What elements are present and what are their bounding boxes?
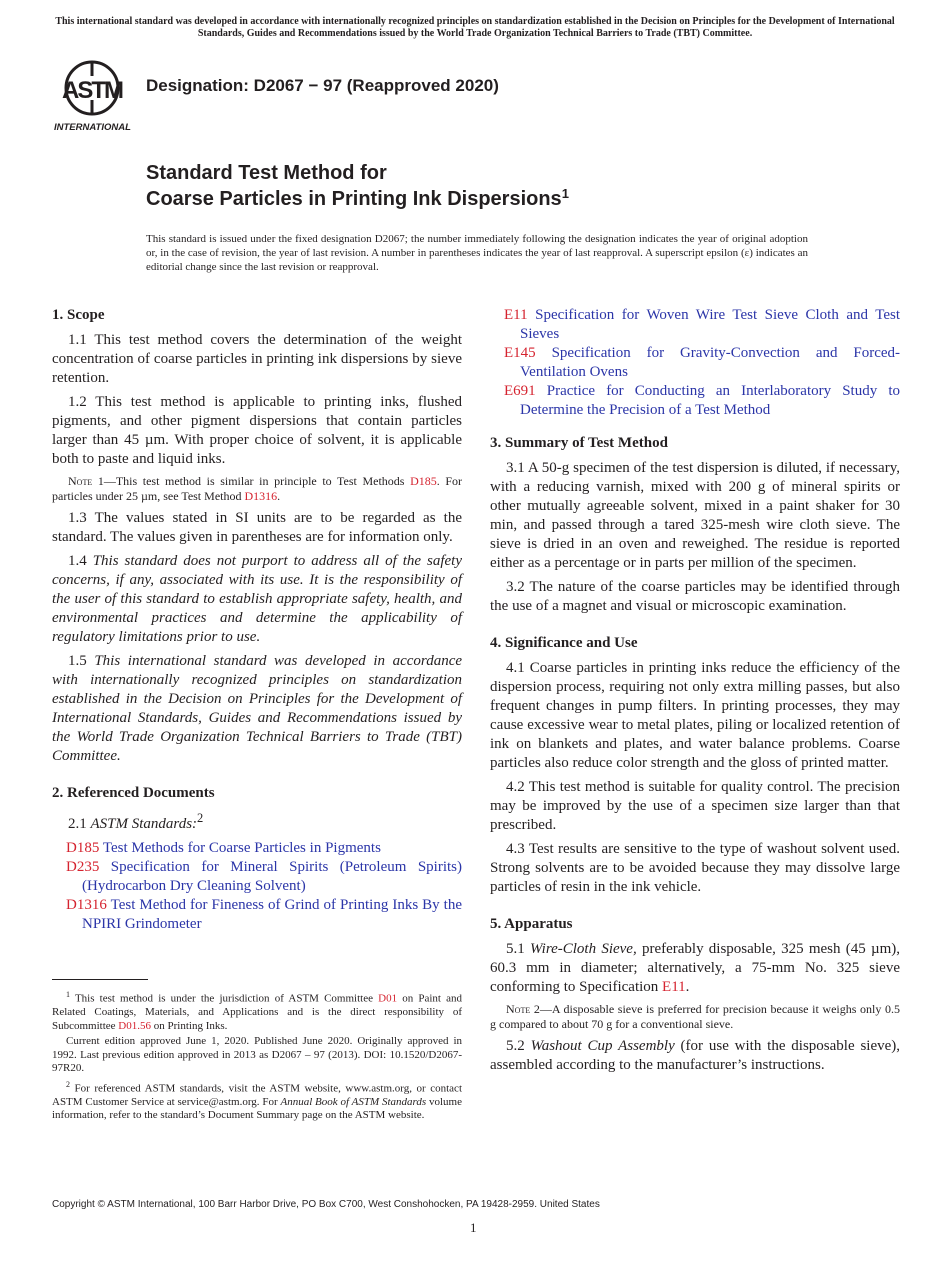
- link-d01-56[interactable]: D01.56: [118, 1019, 151, 1032]
- link-d01[interactable]: D01: [378, 992, 398, 1005]
- paragraph-3-1: 3.1 A 50-g specimen of the test dispersion is diluted, if necessary, with a reducing varnish, mixed with 200 g of mineral spirits or other mutually agreeable solvent, mixed in a paint shaker for 30 min, and passed through a tared 325-mesh wire cloth sieve. The sieve is dried in an oven and reweighed. The residue is reported either as a percentage or in parts per million of the specimen.: [490, 460, 900, 571]
- link-d1316[interactable]: D1316: [244, 489, 278, 503]
- ref-d235[interactable]: D235 Specification for Mineral Spirits (Petroleum Spirits) (Hydrocarbon Dry Cleaning Solvent): [66, 859, 462, 894]
- section-heading: 1. Scope: [52, 307, 105, 323]
- paragraph-1-5: 1.5 This international standard was developed in accordance with internationally recognized principles on standardization established in the Decision on Principles for the Development of International Standards, Guides and Recommendations issued by the World Trade Organization Technical Barriers to Trade (TBT) Committee.: [52, 653, 463, 764]
- referenced-documents-continued: [490, 306, 900, 420]
- ref-e691[interactable]: E691 Practice for Conducting an Interlaboratory Study to Determine the Precision of a Test Method: [504, 383, 900, 418]
- paragraph-4-1: 4.1 Coarse particles in printing inks reduce the efficiency of the dispersion process, requiring not only extra milling passes, but also frequent changes in pump filters. In printing processes, they may cause excessive wear to metal plates, piling or localized retention of ink on blankets and plates, and water balance problems. Coarse particles also reduce color strength and the gloss of printed matter.: [490, 660, 900, 771]
- paragraph-1-1: 1.1 This test method covers the determination of the weight concentration of coarse particles in printing ink dispersions by sieve retention.: [52, 332, 462, 386]
- paragraph-4-2: 4.2 This test method is suitable for quality control. The precision may be improved by the use of a specimen size larger than that prescribed.: [490, 779, 900, 833]
- astm-international-logo: [52, 58, 136, 134]
- paragraph-4-3: 4.3 Test results are sensitive to the type of washout solvent used. Strong solvents are to be avoided because they may dissolve large particles of resin in the ink vehicle.: [490, 841, 900, 895]
- section-scope: [52, 306, 462, 766]
- title-line-1: Standard Test Method for: [146, 162, 387, 184]
- tbt-banner: This international standard was developed in accordance with internationally recognized principles on standardization established in the Decision on Principles for the Development of International Standards, Guides and Recommendations issued by the World Trade Organization Technical Barriers to Trade (TBT) Committee.: [55, 16, 895, 39]
- footnotes: [52, 988, 462, 1125]
- title-footnote-mark[interactable]: 1: [561, 186, 569, 201]
- right-column: [490, 306, 900, 1093]
- section-apparatus: [490, 915, 900, 1075]
- title-line-2: Coarse Particles in Printing Ink Dispersions$^1$: [146, 186, 569, 210]
- issuance-notice: This standard is issued under the fixed designation D2067; the number immediately following the designation indicates the year of original adoption or, in the case of revision, the year of last revision. A number in parentheses indicates the year of last reapproval. A superscript epsilon (ε) indicates an editorial change since the last revision or reapproval.: [146, 233, 808, 273]
- paragraph-1-4: 1.4 This standard does not purport to address all of the safety concerns, if any, associated with its use. It is the responsibility of the user of this standard to establish appropriate safety, health, and environmental practices and determine the applicability of regulatory limitations prior to use.: [52, 553, 463, 645]
- section-heading: 3. Summary of Test Method: [490, 435, 668, 451]
- paragraph-3-2: 3.2 The nature of the coarse particles may be identified through the use of a magnet and visual or microscopic examination.: [490, 579, 900, 614]
- section-significance: [490, 634, 900, 897]
- designation: Designation: D2067 − 97 (Reapproved 2020): [146, 76, 499, 95]
- footnote-divider: [52, 979, 148, 980]
- ref-e11[interactable]: E11 Specification for Woven Wire Test Sieve Cloth and Test Sieves: [504, 307, 900, 342]
- section-heading: 2. Referenced Documents: [52, 785, 215, 801]
- ref-d185[interactable]: D185 Test Methods for Coarse Particles in Pigments: [66, 840, 381, 856]
- ref-e145[interactable]: E145 Specification for Gravity-Convection and Forced-Ventilation Ovens: [504, 345, 901, 380]
- note-2: Note 2—A disposable sieve is preferred for precision because it weighs only 0.5 g compared to about 70 g for a conventional sieve.: [490, 1002, 901, 1031]
- svg-text:INTERNATIONAL: INTERNATIONAL: [54, 122, 131, 133]
- paragraph-1-3: 1.3 The values stated in SI units are to be regarded as the standard. The values given in parentheses are for information only.: [52, 510, 462, 545]
- paragraph-5-2: 5.2 Washout Cup Assembly (for use with the disposable sieve), assembled according to the manufacturer’s instructions.: [490, 1038, 901, 1073]
- copyright-line: Copyright © ASTM International, 100 Barr Harbor Drive, PO Box C700, West Conshohocken, PA 19428-2959. United States: [52, 1199, 600, 1210]
- footnote-1-edition: Current edition approved June 1, 2020. Published June 2020. Originally approved in 1992. Last previous edition approved in 2013 as D2067 – 97 (2013). DOI: 10.1520/D2067-97R20.: [52, 1035, 462, 1075]
- paragraph-2-1: 2.1 ASTM Standards:$^2$: [68, 811, 204, 832]
- section-referenced-documents: [52, 784, 462, 934]
- link-d185[interactable]: D185: [410, 474, 437, 488]
- ref-d1316[interactable]: D1316 Test Method for Fineness of Grind of Printing Inks By the NPIRI Grindometer: [66, 897, 462, 932]
- svg-text:ASTM: ASTM: [62, 77, 122, 104]
- left-column: [52, 306, 462, 952]
- section-heading: 5. Apparatus: [490, 916, 573, 932]
- section-heading: 4. Significance and Use: [490, 635, 638, 651]
- paragraph-1-2: 1.2 This test method is applicable to printing inks, flushed pigments, and other pigment dispersions that contain particles larger than 45 µm. With proper choice of solvent, it is applicable both to paste and liquid inks.: [52, 394, 462, 467]
- link-e11[interactable]: E11: [662, 979, 686, 995]
- section-summary: [490, 434, 900, 616]
- footnote-1: $^1$ This test method is under the jurisdiction of ASTM Committee D01 on Paint and Related Coatings, Materials, and Applications and is the direct responsibility of Subcommittee D01.56 on Printing Inks.: [52, 990, 462, 1032]
- footnote-2: $^2$ For referenced ASTM standards, visit the ASTM website, www.astm.org, or contact ASTM Customer Service at service@astm.org. For Annual Book of ASTM Standards volume information, refer to the standard’s Document Summary page on the ASTM website.: [52, 1079, 462, 1122]
- page-number: 1: [470, 1220, 477, 1235]
- note-1: Note 1—This test method is similar in principle to Test Methods D185. For particles under 25 µm, see Test Method D1316.: [52, 474, 463, 503]
- document-title: [146, 160, 866, 212]
- paragraph-5-1: 5.1 Wire-Cloth Sieve, preferably disposable, 325 mesh (45 µm), 60.3 mm in diameter; alternatively, a 75-mm No. 325 sieve conforming to Specification E11.: [490, 941, 901, 995]
